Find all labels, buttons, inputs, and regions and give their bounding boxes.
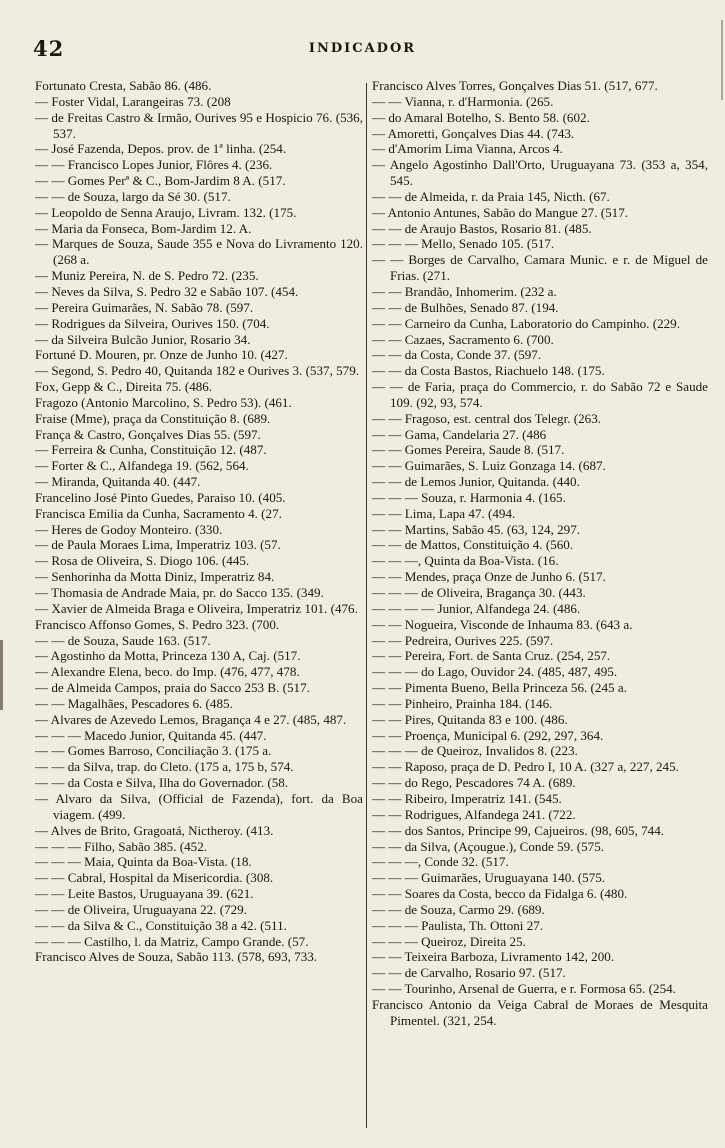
directory-entry: — — Pinheiro, Prainha 184. (146.: [372, 695, 553, 711]
directory-entry: — Heres de Godoy Monteiro. (330.: [35, 521, 223, 537]
directory-entry: — — Brandão, Inhomerim. (232 a.: [372, 283, 557, 299]
directory-entry: — — Pereira, Fort. de Santa Cruz. (254, 257.: [372, 648, 611, 664]
directory-entry: Francisco Affonso Gomes, S. Pedro 323. (700.: [35, 616, 280, 632]
directory-entry: — — de Faria, praça do Commercio, r. do Sabão 72 e Saude 109. (92, 93, 574.: [372, 379, 708, 410]
directory-entry: — — — de Queiroz, Invalidos 8. (223.: [372, 743, 578, 759]
directory-entry: — Xavier de Almeida Braga e Oliveira, Imperatriz 101. (476.: [35, 600, 358, 616]
directory-entry: — — — de Oliveira, Bragança 30. (443.: [372, 585, 586, 600]
directory-entry: — — da Costa Bastos, Riachuelo 148. (175.: [372, 363, 605, 379]
directory-entry: — — — Queiroz, Direita 25.: [372, 933, 526, 949]
directory-entry: Fortuné D. Mouren, pr. Onze de Junho 10. (427.: [35, 347, 288, 363]
directory-entry: — — da Silva, trap. do Cleto. (175 a, 175 b, 574.: [35, 759, 294, 775]
directory-entry: Francelino José Pinto Guedes, Paraiso 10. (405.: [35, 489, 286, 505]
directory-entry: — Alexandre Elena, beco. do Imp. (476, 477, 478.: [35, 664, 300, 680]
directory-entry: — — de Bulhões, Senado 87. (194.: [372, 299, 559, 315]
directory-entry: Fragozo (Antonio Marcolino, S. Pedro 53). (461.: [35, 394, 292, 410]
directory-entry: — — Gama, Candelaria 27. (486: [372, 426, 547, 442]
directory-entry: — Neves da Silva, S. Pedro 32 e Sabão 107. (454.: [35, 283, 299, 299]
directory-entry: — Leopoldo de Senna Araujo, Livram. 132. (175.: [35, 204, 297, 220]
directory-entry: — Forter & C., Alfandega 19. (562, 564.: [35, 458, 249, 474]
directory-entry: — Muniz Pereira, N. de S. Pedro 72. (235.: [35, 268, 259, 284]
directory-entry: — — — Filho, Sabão 385. (452.: [35, 838, 208, 854]
directory-entry: — Thomasia de Andrade Maia, pr. do Sacco 135. (349.: [35, 585, 324, 600]
directory-entry: — José Fazenda, Depos. prov. de 1ª linha. (254.: [35, 141, 287, 157]
directory-entry: — — de Souza, Carmo 29. (689.: [372, 901, 545, 917]
directory-entry: — — de Almeida, r. da Praia 145, Nicth. (67.: [372, 188, 610, 204]
directory-entry: — — Rodrigues, Alfandega 241. (722.: [372, 806, 576, 822]
directory-entry: — — Carneiro da Cunha, Laboratorio do Campinho. (229.: [372, 315, 681, 331]
directory-entry: — — de Lemos Junior, Quitanda. (440.: [372, 474, 580, 490]
directory-entry: — — — — Junior, Alfandega 24. (486.: [372, 600, 581, 616]
directory-entry: — — de Araujo Bastos, Rosario 81. (485.: [372, 220, 592, 236]
directory-entry: — Segond, S. Pedro 40, Quitanda 182 e Ourives 3. (537, 579.: [35, 363, 360, 379]
directory-entry: — — Pimenta Bueno, Bella Princeza 56. (245 a.: [372, 680, 627, 696]
directory-entry: — — de Mattos, Constituição 4. (560.: [372, 537, 574, 553]
directory-entry: — — Lima, Lapa 47. (494.: [372, 505, 516, 521]
directory-entry: Francisco Antonio da Veiga Cabral de Moraes de Mesquita Pimentel. (321, 254.: [372, 996, 708, 1028]
directory-entry: — — Leite Bastos, Uruguayana 39. (621.: [35, 886, 254, 902]
directory-entry: — — Cabral, Hospital da Misericordia. (308.: [35, 870, 274, 886]
directory-entry: — — — Castilho, l. da Matriz, Campo Grande. (57.: [35, 933, 309, 949]
directory-entry: — — Nogueira, Visconde de Inhauma 83. (643 a.: [372, 616, 633, 632]
directory-entry: — — Vianna, r. d'Harmonia. (265.: [372, 93, 554, 109]
directory-entry: — — Fragoso, est. central dos Telegr. (263.: [372, 410, 602, 426]
directory-entry: — — —, Conde 32. (517.: [372, 854, 509, 870]
directory-entry: — — Gomes Perª & C., Bom-Jardim 8 A. (517.: [35, 173, 286, 189]
directory-entry: Fraise (Mme), praça da Constituição 8. (689.: [35, 410, 271, 426]
directory-entry: — — Pedreira, Ourives 225. (597.: [372, 632, 554, 648]
directory-entry: — — dos Santos, Principe 99, Cajueiros. (98, 605, 744.: [372, 822, 665, 838]
directory-entry: — Alvares de Azevedo Lemos, Bragança 4 e 27. (485, 487.: [35, 711, 347, 727]
directory-entry: — Amoretti, Gonçalves Dias 44. (743.: [372, 125, 575, 141]
directory-entry: — — Martins, Sabão 45. (63, 124, 297.: [372, 521, 581, 537]
directory-entry: — Marques de Souza, Saude 355 e Nova do Livramento 120. (268 a.: [35, 236, 363, 268]
directory-entry: — — de Souza, largo da Sé 30. (517.: [35, 188, 231, 204]
directory-entry: — — Teixeira Barboza, Livramento 142, 200.: [372, 949, 615, 965]
directory-entry: — Rodrigues da Silveira, Ourives 150. (704.: [35, 315, 270, 331]
directory-entry: — Alvaro da Silva, (Official de Fazenda), fort. da Boa viagem. (499.: [35, 790, 363, 822]
directory-entry: Francisca Emilia da Cunha, Sacramento 4. (27.: [35, 505, 282, 521]
directory-entry: — — Proença, Municipal 6. (292, 297, 364.: [372, 727, 604, 743]
directory-entry: — — — Macedo Junior, Quitanda 45. (447.: [35, 727, 267, 743]
directory-entry: — — — Souza, r. Harmonia 4. (165.: [372, 489, 566, 505]
directory-entry: Fox, Gepp & C., Direita 75. (486.: [35, 379, 213, 395]
directory-entry: — — Cazaes, Sacramento 6. (700.: [372, 331, 554, 347]
directory-entry: — — Mendes, praça Onze de Junho 6. (517.: [372, 569, 606, 585]
directory-entry: — — — Guimarães, Uruguayana 140. (575.: [372, 870, 606, 886]
directory-entry: — — Gomes Barroso, Conciliação 3. (175 a.: [35, 743, 272, 759]
directory-entry: — — Guimarães, S. Luiz Gonzaga 14. (687.: [372, 458, 606, 474]
directory-entry: Francisco Alves de Souza, Sabão 113. (578, 693, 733.: [35, 949, 318, 965]
directory-entry: — — Pires, Quitanda 83 e 100. (486.: [372, 711, 568, 727]
running-head: INDICADOR: [308, 41, 417, 56]
directory-entry: — — da Silva, (Açougue.), Conde 59. (575.: [372, 838, 605, 854]
directory-entry: — Rosa de Oliveira, S. Diogo 106. (445.: [35, 553, 250, 569]
directory-entry: — — da Costa e Silva, Ilha do Governador. (58.: [35, 775, 289, 791]
directory-entry: — — Soares da Costa, becco da Fidalga 6. (480.: [372, 886, 628, 902]
directory-entry: — Angelo Agostinho Dall'Orto, Uruguayana 73. (353 a, 354, 545.: [372, 157, 708, 189]
directory-entry: — do Amaral Botelho, S. Bento 58. (602.: [372, 109, 590, 125]
directory-entry: Fortunato Cresta, Sabão 86. (486.: [35, 78, 212, 93]
directory-entry: — Senhorinha da Motta Diniz, Imperatriz 84.: [35, 569, 275, 585]
directory-entry: — — da Costa, Conde 37. (597.: [372, 347, 542, 363]
directory-entry: — da Silveira Bulcão Junior, Rosario 34.: [35, 331, 251, 347]
directory-entry: — Foster Vidal, Larangeiras 73. (208: [35, 93, 231, 109]
directory-entry: — de Paula Moraes Lima, Imperatriz 103. (57.: [35, 537, 281, 553]
directory-entry: — — de Souza, Saude 163. (517.: [35, 632, 211, 648]
directory-entry: — — de Oliveira, Uruguayana 22. (729.: [35, 901, 247, 917]
directory-entry: — — —, Quinta da Boa-Vista. (16.: [372, 553, 559, 569]
directory-entry: — — da Silva & C., Constituição 38 a 42. (511.: [35, 917, 287, 933]
directory-entry: — Miranda, Quitanda 40. (447.: [35, 474, 201, 490]
directory-entry: — d'Amorim Lima Vianna, Arcos 4.: [372, 141, 563, 157]
directory-entry: — de Almeida Campos, praia do Sacco 253 B. (517.: [35, 680, 310, 696]
directory-entry: — — Tourinho, Arsenal de Guerra, e r. Formosa 65. (254.: [372, 981, 676, 997]
directory-entry: — Ferreira & Cunha, Constituição 12. (487.: [35, 442, 267, 458]
page-edge-mark: [721, 20, 723, 100]
directory-entry: Francisco Alves Torres, Gonçalves Dias 51. (517, 677.: [372, 78, 658, 93]
directory-entry: — — Ribeiro, Imperatriz 141. (545.: [372, 790, 562, 806]
right-column: [372, 78, 708, 1128]
directory-entry: — Antonio Antunes, Sabão do Mangue 27. (517.: [372, 204, 629, 220]
page-edge-mark: [0, 640, 3, 710]
directory-entry: — — Magalhães, Pescadores 6. (485.: [35, 695, 233, 711]
directory-entry: — de Freitas Castro & Irmão, Ourives 95 e Hospicio 76. (536, 537.: [35, 109, 363, 141]
column-divider: [366, 83, 367, 1128]
left-column: [35, 78, 363, 1128]
page-number: 42: [33, 36, 65, 61]
directory-entry: — Maria da Fonseca, Bom-Jardim 12. A.: [35, 220, 252, 236]
directory-entry: — — Raposo, praça de D. Pedro I, 10 A. (327 a, 227, 245.: [372, 759, 679, 775]
directory-entry: — — Gomes Pereira, Saude 8. (517.: [372, 442, 565, 458]
directory-entry: — — de Carvalho, Rosario 97. (517.: [372, 965, 566, 981]
directory-entry: — — — Mello, Senado 105. (517.: [372, 236, 555, 252]
directory-entry: — — do Rego, Pescadores 74 A. (689.: [372, 775, 576, 791]
directory-entry: — Alves de Brito, Gragoatá, Nictheroy. (413.: [35, 822, 274, 838]
directory-entry: — — Francisco Lopes Junior, Flôres 4. (236.: [35, 157, 273, 173]
directory-entry: França & Castro, Gonçalves Dias 55. (597.: [35, 426, 261, 442]
directory-entry: — — — do Lago, Ouvidor 24. (485, 487, 495.: [372, 664, 618, 680]
directory-entry: — — — Paulista, Th. Ottoni 27.: [372, 917, 544, 933]
directory-entry: — — — Maia, Quinta da Boa-Vista. (18.: [35, 854, 252, 870]
directory-entry: — Pereira Guimarães, N. Sabão 78. (597.: [35, 299, 254, 315]
directory-entry: — — Borges de Carvalho, Camara Munic. e r. de Miguel de Frias. (271.: [372, 252, 708, 284]
directory-entry: — Agostinho da Motta, Princeza 130 A, Caj. (517.: [35, 648, 301, 664]
